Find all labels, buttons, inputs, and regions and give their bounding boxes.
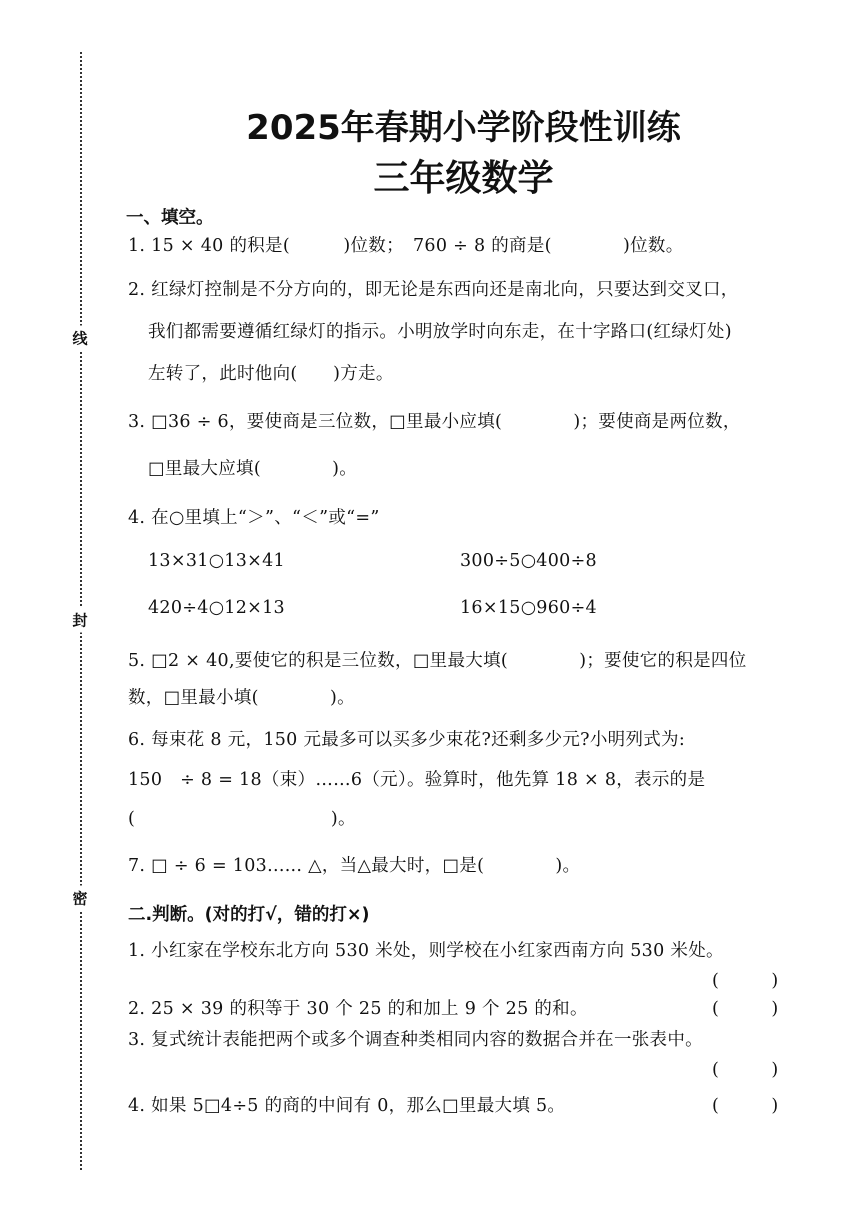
question-4-item-3: 420÷4○12×13 [148,598,285,618]
judge-answer-2: ( ) [712,999,779,1019]
binding-mark-xian: 线 [72,326,87,351]
question-2-line-2: 我们都需要遵循红绿灯的指示。小明放学时向东走，在十字路口(红绿灯处) [148,322,732,342]
judge-item-4: 4. 如果 5□4÷5 的商的中间有 0，那么□里最大填 5。 [128,1096,566,1116]
section-heading-fill-blank: 一、填空。 [126,208,214,228]
judge-answer-3: ( ) [712,1060,779,1080]
question-4-intro: 4. 在○里填上“＞”、“＜”或“=” [128,508,380,528]
question-2-line-3: 左转了，此时他向( )方走。 [148,364,394,384]
question-4-item-4: 16×15○960÷4 [460,598,597,618]
question-4-item-1: 13×31○13×41 [148,551,285,571]
question-4-item-2: 300÷5○400÷8 [460,551,597,571]
question-7: 7. □ ÷ 6 = 103...... △，当△最大时，□是( )。 [128,856,581,876]
question-2-line-1: 2. 红绿灯控制是不分方向的，即无论是东西向还是南北向，只要达到交叉口， [128,280,739,300]
page-title: 2025年春期小学阶段性训练 [246,108,681,148]
page-subtitle: 三年级数学 [373,158,554,199]
judge-item-2: 2. 25 × 39 的积等于 30 个 25 的和加上 9 个 25 的和。 [128,999,588,1019]
judge-answer-1: ( ) [712,971,779,991]
question-6-line-1: 6. 每束花 8 元，150 元最多可以买多少束花?还剩多少元?小明列式为: [128,730,686,750]
question-6-line-2: 150 ÷ 8 = 18（束）……6（元）。验算时，他先算 18 × 8，表示的是 [128,770,706,790]
question-3-line-2: □里最大应填( )。 [148,459,358,479]
judge-item-1: 1. 小红家在学校东北方向 530 米处，则学校在小红家西南方向 530 米处。 [128,941,724,961]
question-1: 1. 15 × 40 的积是( )位数； 760 ÷ 8 的商是( )位数。 [128,236,684,256]
judge-answer-4: ( ) [712,1096,779,1116]
judge-item-3: 3. 复式统计表能把两个或多个调查种类相同内容的数据合并在一张表中。 [128,1030,703,1050]
binding-mark-feng: 封 [72,608,87,633]
question-6-line-3: ( )。 [128,809,356,829]
question-3-line-1: 3. □36 ÷ 6，要使商是三位数，□里最小应填( )；要使商是两位数， [128,412,741,432]
binding-mark-mi: 密 [72,886,87,911]
question-5-line-1: 5. □2 × 40,要使它的积是三位数，□里最大填( )；要使它的积是四位 [128,651,747,671]
question-5-line-2: 数，□里最小填( )。 [128,688,355,708]
section-heading-true-false: 二.判断。(对的打√，错的打×) [128,905,370,925]
